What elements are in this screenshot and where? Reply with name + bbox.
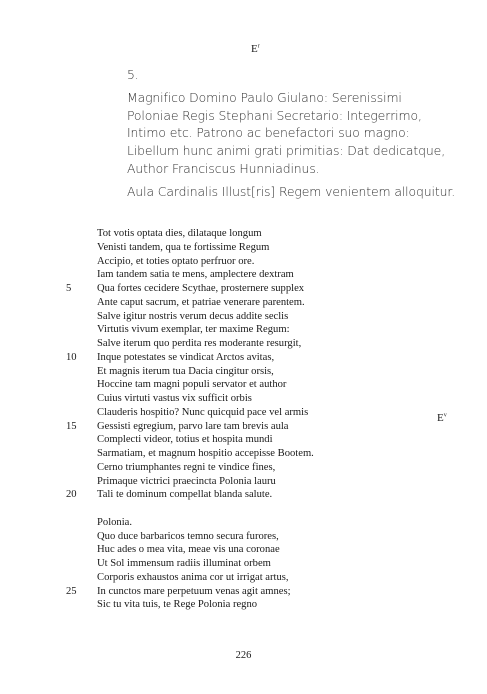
dedication-line: Poloniae Regis Stephani Secretario: Integerrimo, (127, 107, 422, 123)
dedication-line: Magnifico Domino Paulo Giulano: Serenissimi (127, 89, 402, 105)
verse-text: Gessisti egregium, parvo lare tam brevis aula (97, 420, 289, 432)
poem-line (0, 543, 487, 557)
verse-text: Corporis exhaustos anima cor ut irrigat artus, (97, 571, 289, 583)
poem-line (0, 255, 487, 269)
poem-line (0, 433, 487, 447)
line-number: 15 (66, 420, 77, 432)
verse-text: Accipio, et toties optato perfruor ore. (97, 255, 255, 267)
verse-text: Sic tu vita tuis, te Rege Polonia regno (97, 599, 258, 611)
line-number: 5 (66, 283, 72, 294)
poem-line (0, 516, 487, 530)
verse-text: Huc ades o mea vita, meae vis una coronae (97, 544, 280, 556)
signature-mark-margin: $E^v$ (437, 412, 447, 424)
verse-text: Cerno triumphantes regni te vindice fines, (97, 461, 276, 473)
verse-text: Et magnis iterum tua Dacia cingitur orsis, (97, 365, 274, 377)
verse-text: Ante caput sacrum, et patriae venerare parentem. (97, 296, 305, 308)
verse-text: Salve igitur nostris verum decus addite seclis (97, 310, 289, 322)
poem-line (0, 420, 487, 434)
verse-text: Complecti videor, totius et hospita mundi (97, 434, 273, 446)
line-number: 25 (66, 585, 77, 597)
poem-line (0, 488, 487, 502)
page-number: 226 (235, 650, 252, 661)
poem-line (0, 475, 487, 489)
poem-body (0, 227, 487, 612)
poem-heading (127, 66, 467, 201)
poem-line (0, 530, 487, 544)
poem-line (0, 241, 487, 255)
verse-text: Virtutis vivum exemplar, ter maxime Regum: (97, 324, 290, 336)
verse-text: Qua fortes cecidere Scythae, prosternere supplex (97, 283, 305, 294)
verse-text: Quo duce barbaricos temno secura furores, (97, 530, 279, 542)
poem-line (0, 598, 487, 612)
poem-line (0, 337, 487, 351)
dedication-line: Libellum hunc animi grati primitias: Dat dedicatque, (127, 143, 446, 159)
verse-text: Inque potestates se vindicat Arctos avitas, (97, 351, 275, 363)
verse-text: Tot votis optata dies, dilataque longum (97, 228, 262, 239)
poem-line (0, 268, 487, 282)
poem-line (0, 406, 487, 420)
verse-text: In cunctos mare perpetuum venas agit amnes; (97, 585, 291, 597)
poem-subtitle: Aula Cardinalis Illust[ris] Regem venientem alloquitur. (127, 183, 456, 199)
poem-line (0, 378, 487, 392)
poem-line (0, 323, 487, 337)
poem-line (0, 365, 487, 379)
verse-text: Hoccine tam magni populi servator et author (97, 379, 287, 391)
verse-text: Clauderis hospitio? Nunc quicquid pace vel armis (97, 406, 309, 418)
poem-line (0, 447, 487, 461)
verse-text: Venisti tandem, qua te fortissime Regum (97, 241, 270, 253)
line-number: 10 (66, 351, 77, 363)
dedication-line: Author Franciscus Hunniadinus. (127, 160, 320, 176)
verse-text: Iam tandem satia te mens, amplectere dextram (97, 269, 294, 281)
poem-line (0, 282, 487, 296)
poem-line (0, 557, 487, 571)
verse-text: Polonia. (97, 516, 133, 528)
poem-line (0, 461, 487, 475)
poem-line (0, 227, 487, 241)
dedication-line: Intimo etc. Patrono ac benefactori suo magno: (127, 125, 410, 141)
poem-number: 5. (127, 67, 139, 82)
verse-text: Tali te dominum compellat blanda salute. (97, 489, 273, 501)
signature-mark-top: $E^r$ (251, 43, 260, 55)
poem-line (0, 571, 487, 585)
verse-text: Sarmatiam, et magnum hospitio accepisse Bootem. (97, 448, 314, 459)
verse-text: Salve iterum quo perdita res moderante resurgit, (97, 338, 302, 349)
line-number: 20 (66, 489, 77, 501)
poem-line (0, 296, 487, 310)
poem-line (0, 351, 487, 365)
dedication (127, 89, 467, 178)
poem-line (0, 585, 487, 599)
poem-line (0, 310, 487, 324)
verse-text: Primaque victrici praecincta Polonia lauru (97, 475, 276, 487)
stanza-gap (0, 502, 487, 516)
poem-line (0, 392, 487, 406)
verse-text: Cuius virtuti vastus vix sufficit orbis (97, 393, 252, 404)
verse-text: Ut Sol immensum radiis illuminat orbem (97, 558, 271, 569)
